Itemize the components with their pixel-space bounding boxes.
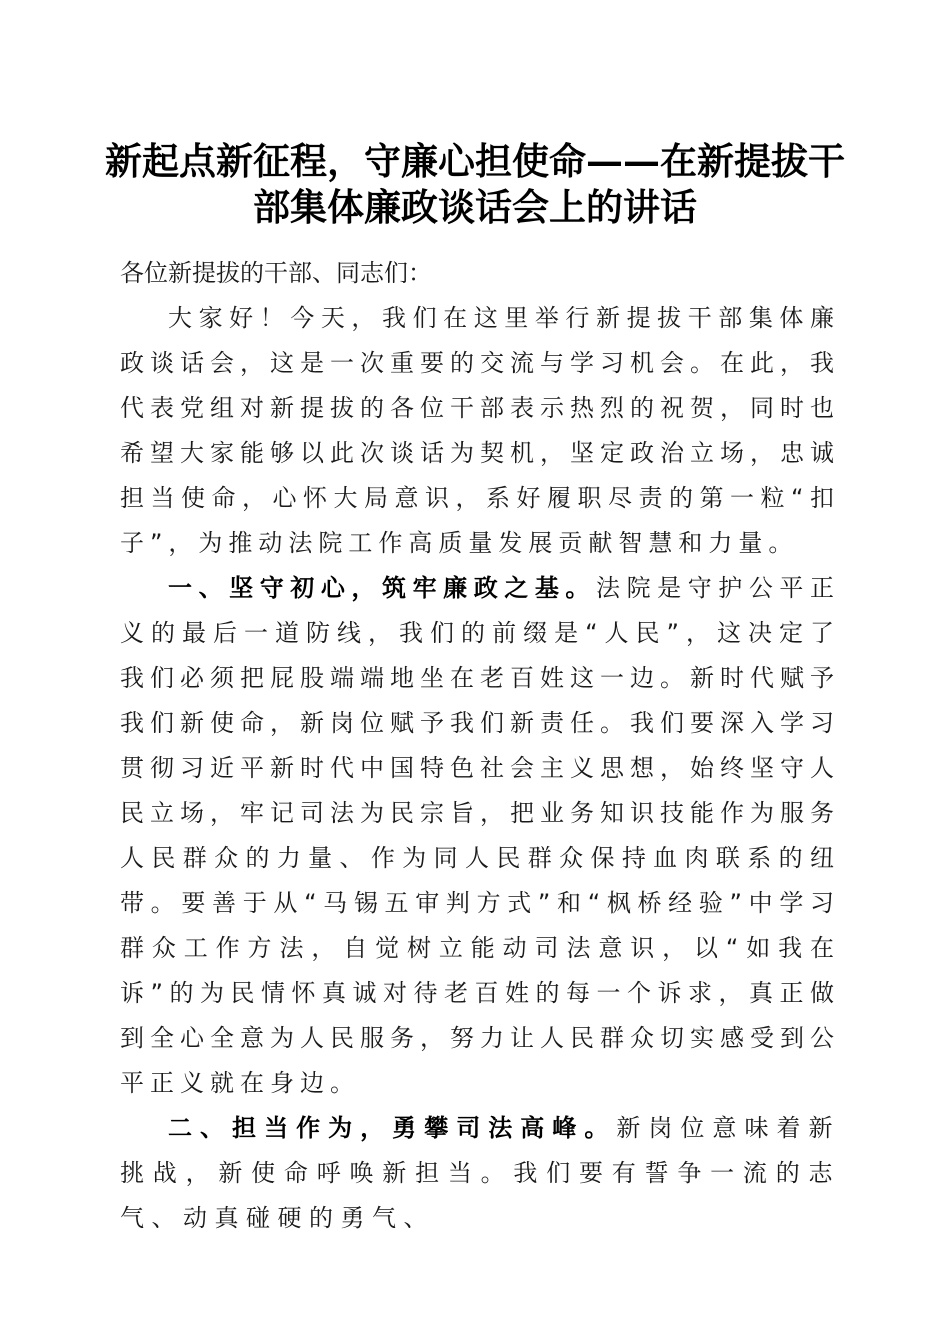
paragraph-intro <box>120 296 840 566</box>
document-title-line-2: 部集体廉政谈话会上的讲话 <box>253 185 697 229</box>
document-body <box>120 251 840 1241</box>
section-2-text: 新岗位意味着新挑战，新使命呼唤新担当。我们要有誓争一流的志气、动真碰硬的勇气、 <box>120 1114 841 1232</box>
paragraph-section-1 <box>120 566 840 1106</box>
section-1-heading: 一、坚守初心，筑牢廉政之基。 <box>168 574 596 602</box>
document-title-line-1: 新起点新征程，守廉心担使命——在新提拔干 <box>105 139 845 183</box>
paragraph-section-2 <box>120 1106 840 1241</box>
section-1-text: 法院是守护公平正义的最后一道防线，我们的前缀是“人民”，这决定了我们必须把屁股端端地坐在老百姓这一边。新时代赋予我们新使命，新岗位赋予我们新责任。我们要深入学习贯彻习近平新时代中国特色社会主义思想，始终坚守人民立场，牢记司法为民宗旨，把业务知识技能作为服务人民群众的力量、作为同人民群众保持血肉联系的纽带。要善于从“马锡五审判方式”和“枫桥经验”中学习群众工作方法，自觉树立能动司法意识，以“如我在诉”的为民情怀真诚对待老百姓的每一个诉求，真正做到全心全意为人民服务，努力让人民群众切实感受到公平正义就在身边。 <box>120 574 840 1097</box>
salutation: 各位新提拔的干部、同志们： <box>120 259 432 287</box>
section-2-heading: 二、担当作为，勇攀司法高峰。 <box>168 1114 617 1142</box>
paragraph-intro-text: 大家好！今天，我们在这里举行新提拔干部集体廉政谈话会，这是一次重要的交流与学习机会。在此，我代表党组对新提拔的各位干部表示热烈的祝贺，同时也希望大家能够以此次谈话为契机，坚定政治立场，忠诚担当使命，心怀大局意识，系好履职尽责的第一粒“扣子”，为推动法院工作高质量发展贡献智慧和力量。 <box>120 304 840 557</box>
